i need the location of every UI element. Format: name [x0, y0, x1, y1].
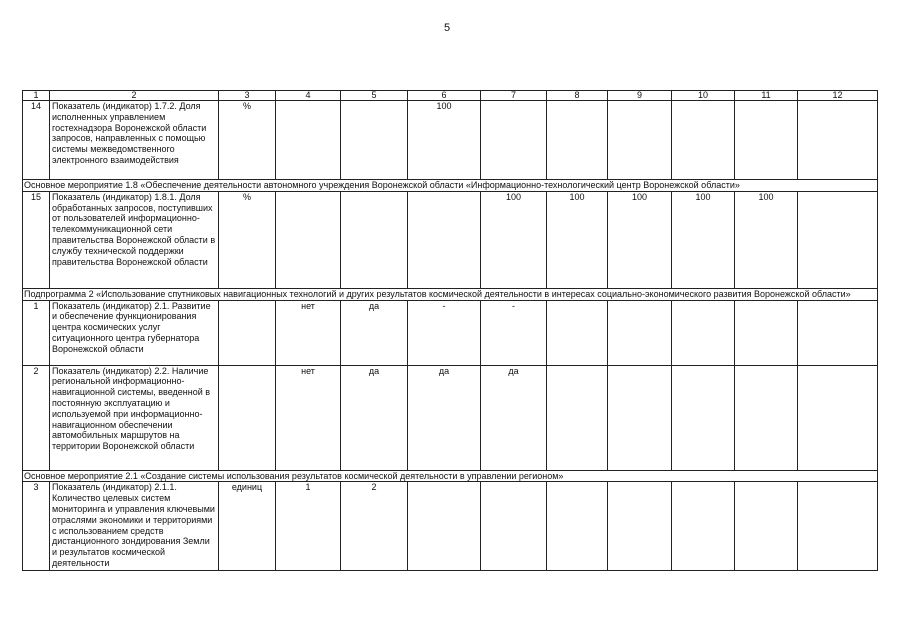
- column-header: 4: [276, 91, 341, 101]
- table-row: [23, 101, 878, 180]
- unit-cell: %: [219, 191, 276, 288]
- value-cell: [547, 101, 608, 180]
- value-cell: [735, 482, 798, 571]
- value-cell: 100: [735, 191, 798, 288]
- column-header: 3: [219, 91, 276, 101]
- value-cell: [276, 191, 341, 288]
- value-cell: [798, 482, 878, 571]
- column-header: 5: [341, 91, 408, 101]
- value-cell: 100: [408, 101, 481, 180]
- value-cell: [798, 365, 878, 470]
- row-number: 1: [23, 300, 50, 365]
- value-cell: [735, 101, 798, 180]
- column-header: 8: [547, 91, 608, 101]
- column-header: 1: [23, 91, 50, 101]
- value-cell: [408, 191, 481, 288]
- value-cell: 1: [276, 482, 341, 571]
- unit-cell: %: [219, 101, 276, 180]
- indicator-name: Показатель (индикатор) 2.2. Наличие региональной информационно-навигационной системы, введенной в постоянную эксплуатацию и используемой при информационно-навигационном обеспечении автомобильных маршрутов на территории Воронежской области: [50, 365, 219, 470]
- value-cell: [735, 365, 798, 470]
- column-header: 9: [608, 91, 672, 101]
- table-row: [23, 482, 878, 571]
- value-cell: [798, 101, 878, 180]
- indicator-name: Показатель (индикатор) 1.7.2. Доля исполненных управлением гостехнадзора Воронежской области запросов, направленных с помощью системы межведомственного электронного взаимодействия: [50, 101, 219, 180]
- value-cell: [735, 300, 798, 365]
- value-cell: 2: [341, 482, 408, 571]
- indicator-name: Показатель (индикатор) 2.1.1. Количество целевых систем мониторинга и управления ключевыми отраслями экономики и территориями с использованием средств дистанционного зондирования Земли и результатов космической деятельности: [50, 482, 219, 571]
- value-cell: да: [341, 300, 408, 365]
- table-row: [23, 300, 878, 365]
- section-title: Основное мероприятие 1.8 «Обеспечение деятельности автономного учреждения Воронежской области «Информационно-технологический центр Воронежской области»: [23, 180, 878, 192]
- value-cell: [672, 365, 735, 470]
- column-header: 11: [735, 91, 798, 101]
- column-header: 7: [481, 91, 547, 101]
- value-cell: [608, 365, 672, 470]
- value-cell: [341, 101, 408, 180]
- value-cell: [547, 482, 608, 571]
- section-row: [23, 180, 878, 192]
- indicator-name: Показатель (индикатор) 1.8.1. Доля обработанных запросов, поступивших от пользователей информационно-телекоммуникационной сети правительства Воронежской области в службу технической поддержки правительства Воронежской области: [50, 191, 219, 288]
- row-number: 2: [23, 365, 50, 470]
- indicator-name: Показатель (индикатор) 2.1. Развитие и обеспечение функционирования центра космических услуг ситуационного центра губернатора Воронежской области: [50, 300, 219, 365]
- value-cell: [608, 101, 672, 180]
- unit-cell: единиц: [219, 482, 276, 571]
- row-number: 15: [23, 191, 50, 288]
- value-cell: 100: [672, 191, 735, 288]
- value-cell: [341, 191, 408, 288]
- column-header: 6: [408, 91, 481, 101]
- section-title: Основное мероприятие 2.1 «Создание системы использования результатов космической деятельности в управлении регионом»: [23, 470, 878, 482]
- section-row: [23, 470, 878, 482]
- value-cell: [276, 101, 341, 180]
- value-cell: да: [341, 365, 408, 470]
- row-number: 3: [23, 482, 50, 571]
- value-cell: 100: [547, 191, 608, 288]
- unit-cell: [219, 365, 276, 470]
- table-header-row: [23, 91, 878, 101]
- row-number: 14: [23, 101, 50, 180]
- value-cell: 100: [481, 191, 547, 288]
- unit-cell: [219, 300, 276, 365]
- value-cell: 100: [608, 191, 672, 288]
- value-cell: [547, 365, 608, 470]
- table-row: [23, 191, 878, 288]
- section-row: [23, 288, 878, 300]
- value-cell: нет: [276, 300, 341, 365]
- column-header: 12: [798, 91, 878, 101]
- value-cell: нет: [276, 365, 341, 470]
- value-cell: -: [481, 300, 547, 365]
- value-cell: [408, 482, 481, 571]
- value-cell: [481, 101, 547, 180]
- value-cell: [608, 482, 672, 571]
- section-title: Подпрограмма 2 «Использование спутниковых навигационных технологий и других результатов космической деятельности в интересах социально-экономического развития Воронежской области»: [23, 288, 878, 300]
- value-cell: [798, 191, 878, 288]
- value-cell: [547, 300, 608, 365]
- value-cell: [608, 300, 672, 365]
- value-cell: [672, 482, 735, 571]
- value-cell: [672, 101, 735, 180]
- table-row: [23, 365, 878, 470]
- value-cell: [481, 482, 547, 571]
- page-number: 5: [444, 22, 451, 34]
- column-header: 2: [50, 91, 219, 101]
- value-cell: [672, 300, 735, 365]
- indicators-table: [22, 90, 878, 571]
- value-cell: -: [408, 300, 481, 365]
- column-header: 10: [672, 91, 735, 101]
- value-cell: да: [481, 365, 547, 470]
- value-cell: [798, 300, 878, 365]
- value-cell: да: [408, 365, 481, 470]
